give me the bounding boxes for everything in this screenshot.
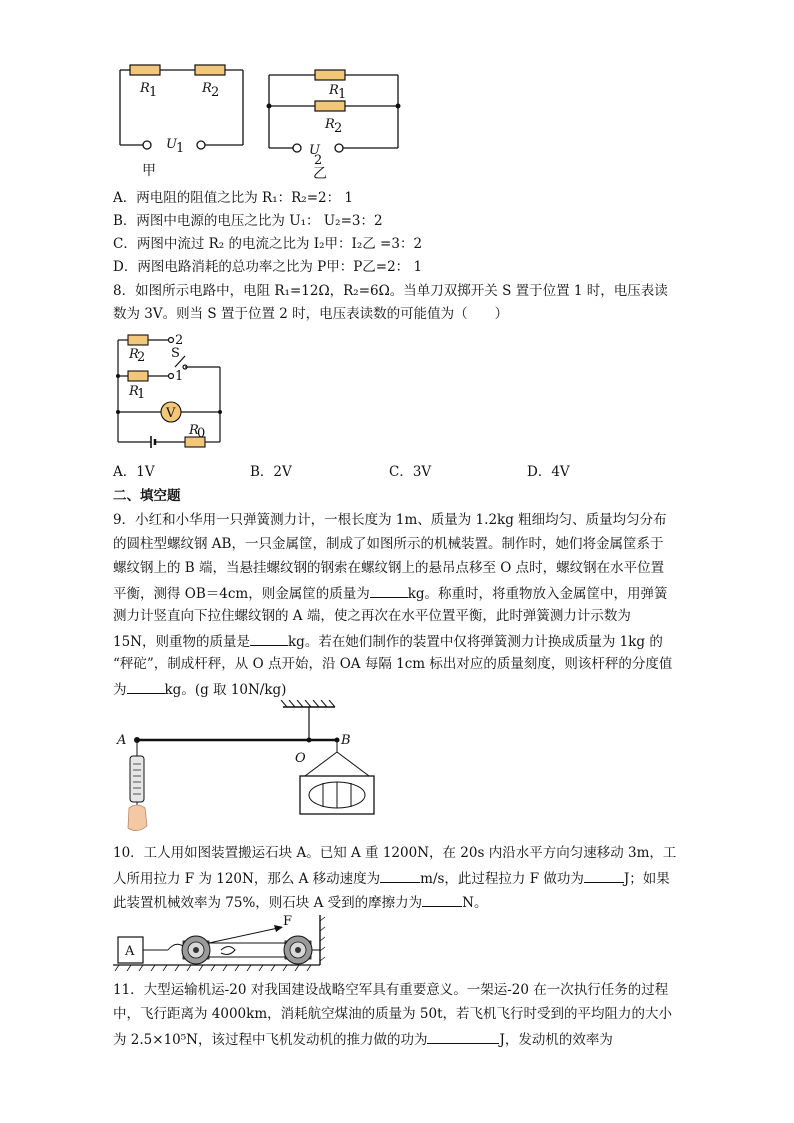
metal-basket xyxy=(300,740,374,814)
answer-blank-2[interactable] xyxy=(250,631,288,646)
svg-text:1: 1 xyxy=(175,369,184,384)
svg-text:2: 2 xyxy=(137,350,146,365)
q8-option-b: B．2V xyxy=(250,464,292,480)
q8-option-c: C．3V xyxy=(389,464,432,480)
q9-line4: 平衡，测得 OB＝4cm，则金属筐的质量为 kg。称重时，将重物放入金属筐中，用弹簧 xyxy=(113,583,668,603)
spring-scale xyxy=(130,740,144,808)
resistor-r1 xyxy=(128,371,148,381)
svg-text:1: 1 xyxy=(338,87,347,102)
hand xyxy=(128,805,147,831)
q9-line2: 的圆柱型螺纹钢 AB，一只金属筐，制成了如图所示的机械装置。制作时，她们将金属筐系于 xyxy=(113,536,664,552)
answer-blank-3[interactable] xyxy=(127,679,165,694)
q9-line6: 15N，则重物的质量是 kg。若在她们制作的装置中仅将弹簧测力计换成质量为 1kg 的 xyxy=(113,631,663,651)
label-r0: R xyxy=(189,423,199,438)
q8-option-a: A．1V xyxy=(113,464,155,480)
caption-yi: 乙 xyxy=(313,166,327,182)
fixed-pulley xyxy=(284,936,312,964)
q9-line5: 测力计竖直向下拉住螺纹钢的 A 端，使之再次在水平位置平衡，此时弹簧测力计示数为 xyxy=(113,608,631,624)
answer-blank-5[interactable] xyxy=(584,868,624,883)
resistor-r1 xyxy=(315,70,345,80)
q11-line1: 11．大型运输机运-20 对我国建设战略空军具有重要意义。一架运-20 在一次执行任务的过程 xyxy=(113,982,669,998)
movable-pulley xyxy=(182,936,210,964)
label-r1: R xyxy=(129,384,139,399)
answer-blank-7[interactable] xyxy=(427,1029,499,1044)
label-r1: R xyxy=(140,81,150,96)
svg-text:2: 2 xyxy=(175,333,184,348)
q10-pulley-figure xyxy=(113,913,328,973)
q7-option-a: A．两电阻的阻值之比为 R₁：R₂=2： 1 xyxy=(113,190,353,206)
answer-blank-6[interactable] xyxy=(422,892,462,907)
resistor-r2 xyxy=(128,335,148,345)
q10-line1: 10．工人用如图装置搬运石块 A。已知 A 重 1200N，在 20s 内沿水平方向匀速移动 3m，工 xyxy=(113,845,677,861)
svg-text:A: A xyxy=(125,944,135,959)
label-r2: R xyxy=(202,81,212,96)
label-u2: U xyxy=(309,143,320,158)
q7-option-d: D．两图电路消耗的总功率之比为 P甲：P乙=2： 1 xyxy=(113,259,423,275)
q9-line1: 9．小红和小华用一只弹簧测力计，一根长度为 1m、质量为 1.2kg 粗细均匀、质量均匀分布 xyxy=(113,512,667,528)
q7-circuit-jia xyxy=(110,60,260,185)
caption-jia: 甲 xyxy=(142,163,156,179)
label-switch: S xyxy=(171,346,180,361)
svg-text:2: 2 xyxy=(314,153,323,168)
q9-line7: “秤砣”，制成杆秤，从 O 点开始，沿 OA 每隔 1cm 标出对应的质量刻度，则该杆秤的分度值 xyxy=(113,656,673,672)
q11-line3: 为 2.5×10⁵N，该过程中飞机发动机的推力做的功为 J，发动机的效率为 xyxy=(113,1029,613,1049)
q9-lever-figure xyxy=(115,702,375,837)
q8-stem-line1: 8．如图所示电路中，电阻 R₁=12Ω，R₂=6Ω。当单刀双掷开关 S 置于位置 1 时，电压表读 xyxy=(113,283,668,299)
svg-text:2: 2 xyxy=(211,85,220,100)
q10-line2: 人所用拉力 F 为 120N，那么 A 移动速度为 m/s，此过程拉力 F 做功为 J；如果 xyxy=(113,868,670,888)
svg-text:1: 1 xyxy=(137,387,146,402)
q8-stem-line2: 数为 3V。则当 S 置于位置 2 时，电压表读数的可能值为（ ） xyxy=(113,306,509,322)
svg-text:V: V xyxy=(166,406,176,421)
label-r2: R xyxy=(129,347,139,362)
label-b: B xyxy=(341,733,351,748)
svg-text:0: 0 xyxy=(197,426,206,441)
label-r1: R xyxy=(329,83,339,98)
q8-circuit xyxy=(113,330,233,455)
label-f: F xyxy=(283,914,293,929)
resistor-r2 xyxy=(315,101,345,111)
svg-text:1: 1 xyxy=(149,85,158,100)
label-r2: R xyxy=(325,117,335,132)
label-a: A xyxy=(117,733,127,748)
q7-circuit-yi xyxy=(265,60,415,185)
q7-option-c: C．两图中流过 R₂ 的电流之比为 I₂甲：I₂乙 =3：2 xyxy=(113,236,423,252)
label-o: O xyxy=(295,751,306,766)
resistor-r2 xyxy=(195,65,225,75)
section-heading: 二、填空题 xyxy=(113,488,181,504)
svg-text:2: 2 xyxy=(334,121,343,136)
resistor-r1 xyxy=(130,65,160,75)
answer-blank-1[interactable] xyxy=(370,583,408,598)
q10-line3: 此装置机械效率为 75%，则石块 A 受到的摩擦力为 N。 xyxy=(113,892,487,912)
q7-option-b: B．两图中电源的电压之比为 U₁： U₂=3：2 xyxy=(113,213,383,229)
label-u1: U xyxy=(166,137,177,152)
svg-text:1: 1 xyxy=(176,141,185,156)
q11-line2: 中，飞行距离为 4000km，消耗航空煤油的质量为 50t，若飞机飞行时受到的平均阻力的大小 xyxy=(113,1006,673,1022)
answer-blank-4[interactable] xyxy=(380,868,420,883)
q9-line3: 螺纹钢上的 B 端，当悬挂螺纹钢的钢索在螺纹钢上的悬吊点移至 O 点时，螺纹钢在水平位置 xyxy=(113,560,665,576)
q8-option-d: D．4V xyxy=(527,464,570,480)
q9-line8: 为 kg。(g 取 10N/kg) xyxy=(113,679,286,699)
